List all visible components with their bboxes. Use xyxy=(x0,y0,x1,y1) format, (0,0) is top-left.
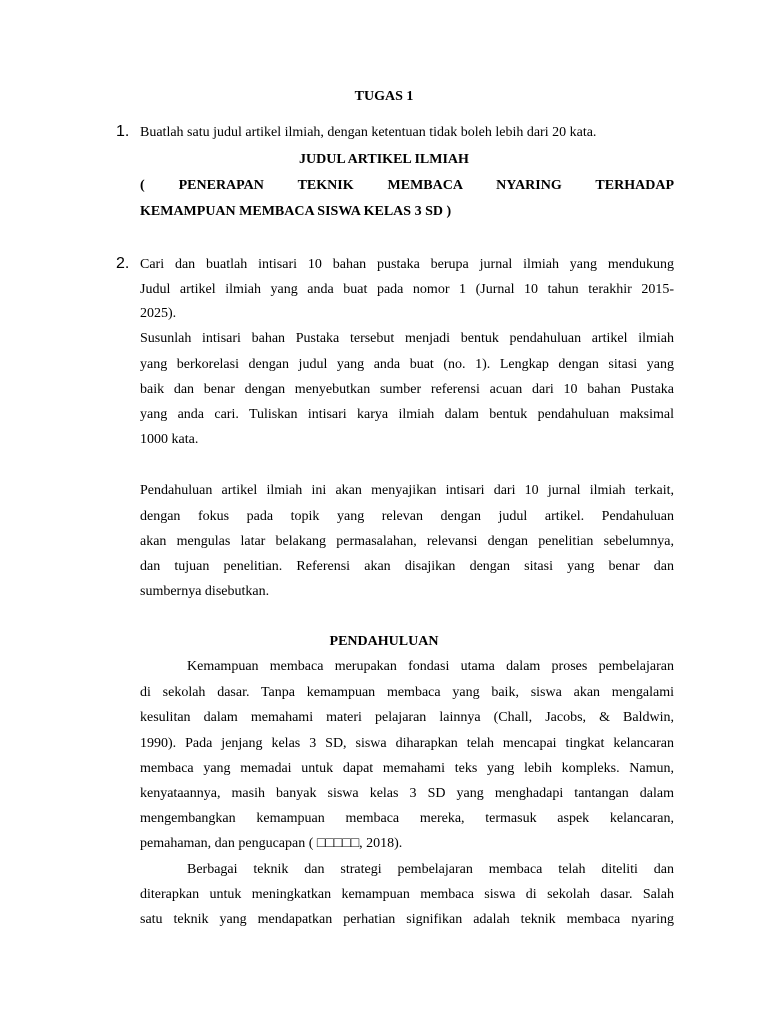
question-2-line: yang berkorelasi dengan judul yang anda buat (no. 1). Lengkap dengan sitasi yang xyxy=(140,357,674,372)
intro-line: dan tujuan penelitian. Referensi akan disajikan dengan sitasi yang benar dan xyxy=(140,559,674,574)
question-2-line: Cari dan buatlah intisari 10 bahan pustaka berupa jurnal ilmiah yang mendukung xyxy=(140,257,674,272)
article-title-heading: JUDUL ARTIKEL ILMIAH xyxy=(299,152,469,167)
paragraph-2-line: satu teknik yang mendapatkan perhatian signifikan adalah teknik membaca nyaring xyxy=(140,912,674,927)
question-2-line: Susunlah intisari bahan Pustaka tersebut menjadi bentuk pendahuluan artikel ilmiah xyxy=(140,331,674,346)
paragraph-1-line: membaca yang memadai untuk dapat memahami teks yang lebih kompleks. Namun, xyxy=(140,761,674,776)
page-title: TUGAS 1 xyxy=(354,89,414,104)
paragraph-1-line: kesulitan dalam memahami materi pelajaran lainnya (Chall, Jacobs, & Baldwin, xyxy=(140,710,674,725)
paragraph-2-line: Berbagai teknik dan strategi pembelajaran membaca telah diteliti dan xyxy=(187,862,674,877)
paragraph-1-line: kenyataannya, masih banyak siswa kelas 3 SD yang menghadapi tantangan dalam xyxy=(140,786,674,801)
article-title-line-2: KEMAMPUAN MEMBACA SISWA KELAS 3 SD ) xyxy=(140,204,452,219)
intro-line: Pendahuluan artikel ilmiah ini akan menyajikan intisari dari 10 jurnal ilmiah terkait, xyxy=(140,483,674,498)
question-1-text: Buatlah satu judul artikel ilmiah, dengan ketentuan tidak boleh lebih dari 20 kata. xyxy=(140,125,597,140)
question-2-line: yang anda cari. Tuliskan intisari karya ilmiah dalam bentuk pendahuluan maksimal xyxy=(140,407,674,422)
paragraph-1-line: 1990). Pada jenjang kelas 3 SD, siswa diharapkan telah mencapai tingkat kelancaran xyxy=(140,736,674,751)
intro-line: sumbernya disebutkan. xyxy=(140,584,270,599)
paragraph-1-line: pemahaman, dan pengucapan ( □□□□□, 2018). xyxy=(140,836,403,851)
paragraph-1-line: Kemampuan membaca merupakan fondasi utama dalam proses pembelajaran xyxy=(187,659,674,674)
paragraph-1-line: mengembangkan kemampuan membaca mereka, termasuk aspek kelancaran, xyxy=(140,811,674,826)
article-title-line-1: ( PENERAPAN TEKNIK MEMBACA NYARING TERHADAP xyxy=(140,178,674,193)
paragraph-2-line: diterapkan untuk meningkatkan kemampuan membaca siswa di sekolah dasar. Salah xyxy=(140,887,674,902)
section-heading-pendahuluan: PENDAHULUAN xyxy=(329,634,439,649)
question-number-1: 1. xyxy=(116,123,130,140)
question-2-line: 1000 kata. xyxy=(140,432,199,447)
question-number-2: 2. xyxy=(116,255,130,272)
question-2-line: 2025). xyxy=(140,306,177,321)
question-2-line: baik dan benar dengan menyebutkan sumber referensi acuan dari 10 bahan Pustaka xyxy=(140,382,674,397)
intro-line: dengan fokus pada topik yang relevan dengan judul artikel. Pendahuluan xyxy=(140,509,674,524)
paragraph-1-line: di sekolah dasar. Tanpa kemampuan membaca yang baik, siswa akan mengalami xyxy=(140,685,674,700)
intro-line: akan mengulas latar belakang permasalahan, relevansi dengan penelitian sebelumnya, xyxy=(140,534,674,549)
question-2-line: Judul artikel ilmiah yang anda buat pada nomor 1 (Jurnal 10 tahun terakhir 2015- xyxy=(140,282,674,297)
